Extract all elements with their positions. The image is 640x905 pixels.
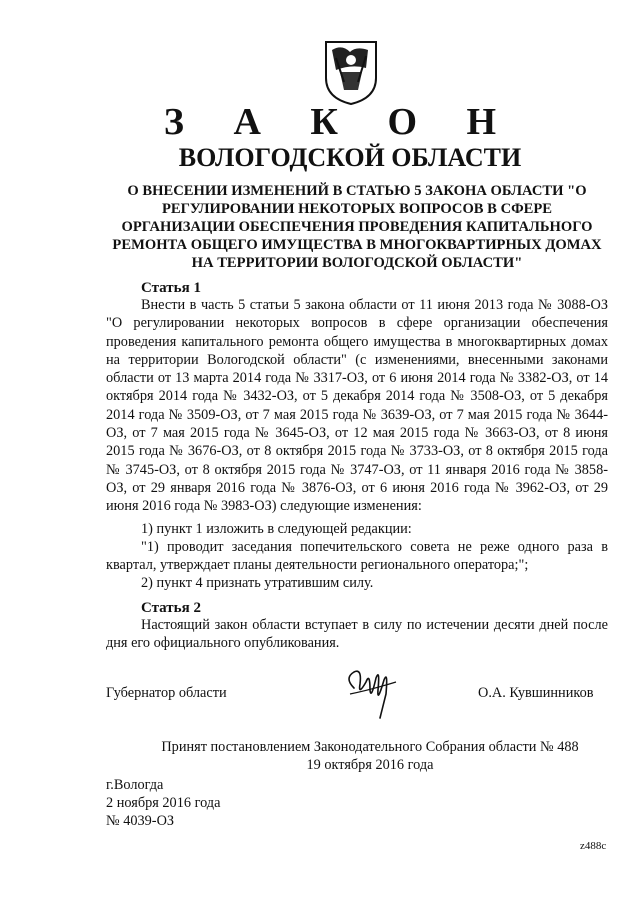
article-1-item-1: 1) пункт 1 изложить в следующей редакции: [141, 521, 412, 537]
document-title: З А К О Н [163, 101, 517, 143]
signing-city: г.Вологда [106, 777, 164, 793]
signer-name: О.А. Кувшинников [478, 685, 594, 701]
adoption-line-1: Принят постановлением Законодательного Собрания области № 488 [161, 739, 579, 755]
adoption-line-2: 19 октября 2016 года [306, 757, 434, 773]
document-code: z488c [580, 840, 607, 852]
document-subject: О ВНЕСЕНИИ ИЗМЕНЕНИЙ В СТАТЬЮ 5 ЗАКОНА ОБЛАСТИ "О РЕГУЛИРОВАНИИ НЕКОТОРЫХ ВОПРОСОВ В СФЕРЕ ОРГАНИЗАЦИИ ОБЕСПЕЧЕНИЯ ПРОВЕДЕНИЯ КАПИТАЛЬНОГО РЕМОНТА ОБЩЕГО ИМУЩЕСТВА В МНОГОКВАРТИРНЫХ ДОМАХ НА ТЕРРИТОРИИ ВОЛОГОДСКОЙ ОБЛАСТИ" [112, 183, 602, 271]
handwritten-signature [340, 660, 410, 722]
signing-date: 2 ноября 2016 года [106, 795, 221, 811]
article-1-item-2: 2) пункт 4 признать утратившим силу. [141, 575, 374, 591]
article-2-body: Настоящий закон области вступает в силу по истечении десяти дней после дня его официального опубликования. [106, 617, 608, 652]
document-region: ВОЛОГОДСКОЙ ОБЛАСТИ [178, 143, 522, 172]
adoption-note [0, 738, 640, 774]
article-1-item-1-text: "1) проводит заседания попечительского совета не реже одного раза в квартал, утверждает планы деятельности регионального оператора;"; [106, 539, 608, 574]
article-1-heading: Статья 1 [141, 280, 201, 296]
law-number: № 4039-ОЗ [106, 813, 175, 829]
article-2-heading: Статья 2 [141, 600, 201, 616]
article-1-body: Внести в часть 5 статьи 5 закона области от 11 июня 2013 года № 3088-ОЗ "О регулировании некоторых вопросов в сфере организации обеспечения проведения капитального ремонта общего имущества в многоквартирных домах на территории Вологодской области" (с изменениями, внесенными законами области от 13 марта 2014 года № 3317-ОЗ, от 6 июня 2014 года № 3382-ОЗ, от 14 октября 2014 года № 3432-ОЗ, от 5 декабря 2014 года № 3508-ОЗ, от 5 декабря 2014 года № 3509-ОЗ, от 7 мая 2015 года № 3639-ОЗ, от 7 мая 2015 года № 3644-ОЗ, от 7 мая 2015 года № 3645-ОЗ, от 12 мая 2015 года № 3663-ОЗ, от 8 июня 2015 года № 3676-ОЗ, от 8 октября 2015 года № 3733-ОЗ, от 8 октября 2015 года № 3745-ОЗ, от 8 октября 2015 года № 3747-ОЗ, от 11 января 2016 года № 3858-ОЗ, от 29 января 2016 года № 3876-ОЗ, от 6 июня 2016 года № 3962-ОЗ, от 29 июня 2016 года № 3983-ОЗ) следующие изменения: [106, 297, 608, 515]
signer-role: Губернатор области [106, 685, 227, 701]
coat-of-arms-emblem [322, 38, 380, 106]
